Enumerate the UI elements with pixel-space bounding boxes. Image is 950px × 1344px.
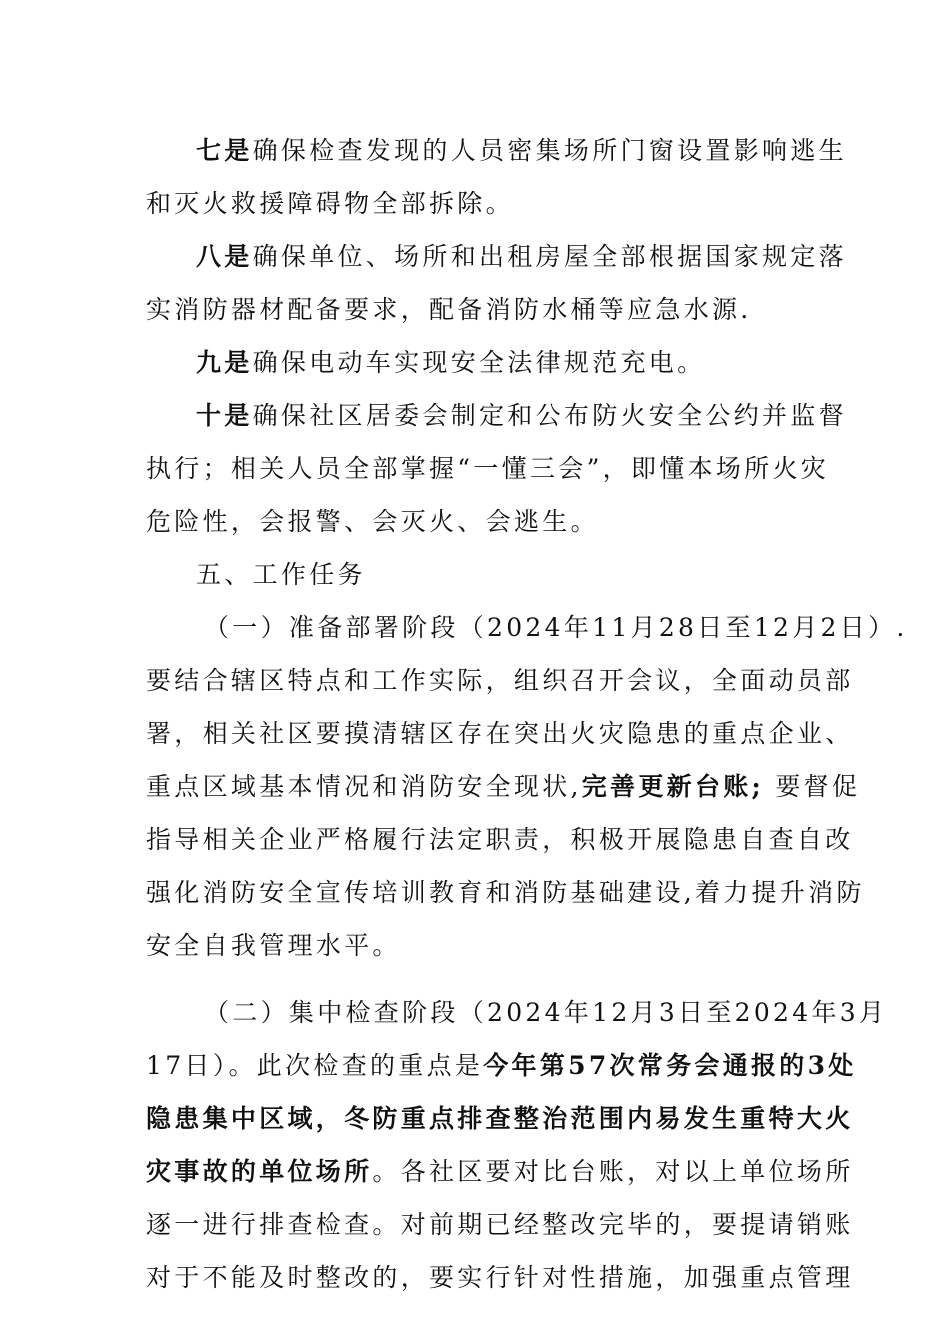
paragraph-9-line-1 <box>146 336 806 389</box>
paragraph-10-text-1: 确保社区居委会制定和公布防火安全公约并监督 <box>252 401 847 430</box>
paragraph-8-line-1 <box>146 230 847 283</box>
paragraph-7-lead: 七是 <box>196 136 253 165</box>
stage-1-line-7: 安全自我管理水平。 <box>146 931 401 960</box>
stage-2-line-2-bold: 今年第57次常务会通报的3处 <box>483 1051 857 1080</box>
paragraph-10-line-2: 执行；相关人员全部掌握“一懂三会”，即懂本场所火灾 <box>146 454 830 483</box>
paragraph-8-text-1: 确保单位、场所和出租房屋全部根据国家规定落 <box>252 242 847 271</box>
paragraph-7-line-1 <box>146 124 847 177</box>
paragraph-7-text-1: 确保检查发现的人员密集场所门窗设置影响逃生 <box>252 136 847 165</box>
paragraph-9-text-1: 确保电动车实现安全法律规范充电。 <box>252 348 706 377</box>
stage-2-line-6: 对于不能及时整改的，要实行针对性措施，加强重点管理 <box>146 1263 854 1292</box>
stage-2-line-5: 逐一进行排查检查。对前期已经整改完毕的，要提请销账 <box>146 1210 854 1239</box>
document-page <box>146 124 908 1304</box>
stage-1-line-3: 署，相关社区要摸清辖区存在突出火灾隐患的重点企业、 <box>146 719 854 748</box>
stage-2-line-2 <box>146 1039 857 1092</box>
paragraph-8-line-2: 实消防器材配备要求，配备消防水桶等应急水源. <box>146 295 752 324</box>
stage-1-line-5: 指导相关企业严格履行法定职责，积极开展隐患自查自改 <box>146 825 854 854</box>
stage-1-line-4 <box>146 760 861 813</box>
stage-1-line-6: 强化消防安全宣传培训教育和消防基础建设,着力提升消防 <box>146 878 865 907</box>
stage-1-line-4-text-a: 重点区域基本情况和消防安全现状, <box>146 772 582 801</box>
stage-2-line-4 <box>146 1145 854 1198</box>
stage-1-line-4-text-b: 要督促 <box>764 772 861 801</box>
paragraph-10-line-3: 危险性，会报警、会灭火、会逃生。 <box>146 507 599 536</box>
stage-2-line-2-text-a: 17日）。此次检查的重点是 <box>146 1051 484 1080</box>
paragraph-9-lead: 九是 <box>196 348 253 377</box>
stage-1-line-4-bold: 完善更新台账; <box>581 772 765 801</box>
stage-1-line-2: 要结合辖区特点和工作实际，组织召开会议，全面动员部 <box>146 666 854 695</box>
paragraph-7-line-2: 和灭火救援障碍物全部拆除。 <box>146 189 514 218</box>
stage-2-line-4-bold: 灾事故的单位场所 <box>146 1157 373 1186</box>
section-5-heading: 五、工作任务 <box>196 560 366 589</box>
stage-1-line-1: （一）准备部署阶段（2024年11月28日至12月2日）. <box>204 613 908 642</box>
paragraph-10-lead: 十是 <box>196 401 253 430</box>
stage-2-line-3: 隐患集中区域，冬防重点排查整治范围内易发生重特大火 <box>146 1104 854 1133</box>
paragraph-10-line-1 <box>146 389 847 442</box>
paragraph-gap <box>146 972 806 986</box>
stage-2-line-1: （二）集中检查阶段（2024年12月3日至2024年3月 <box>204 998 888 1027</box>
paragraph-8-lead: 八是 <box>196 242 253 271</box>
stage-2-line-4-text-b: 。各社区要对比台账，对以上单位场所 <box>372 1157 854 1186</box>
